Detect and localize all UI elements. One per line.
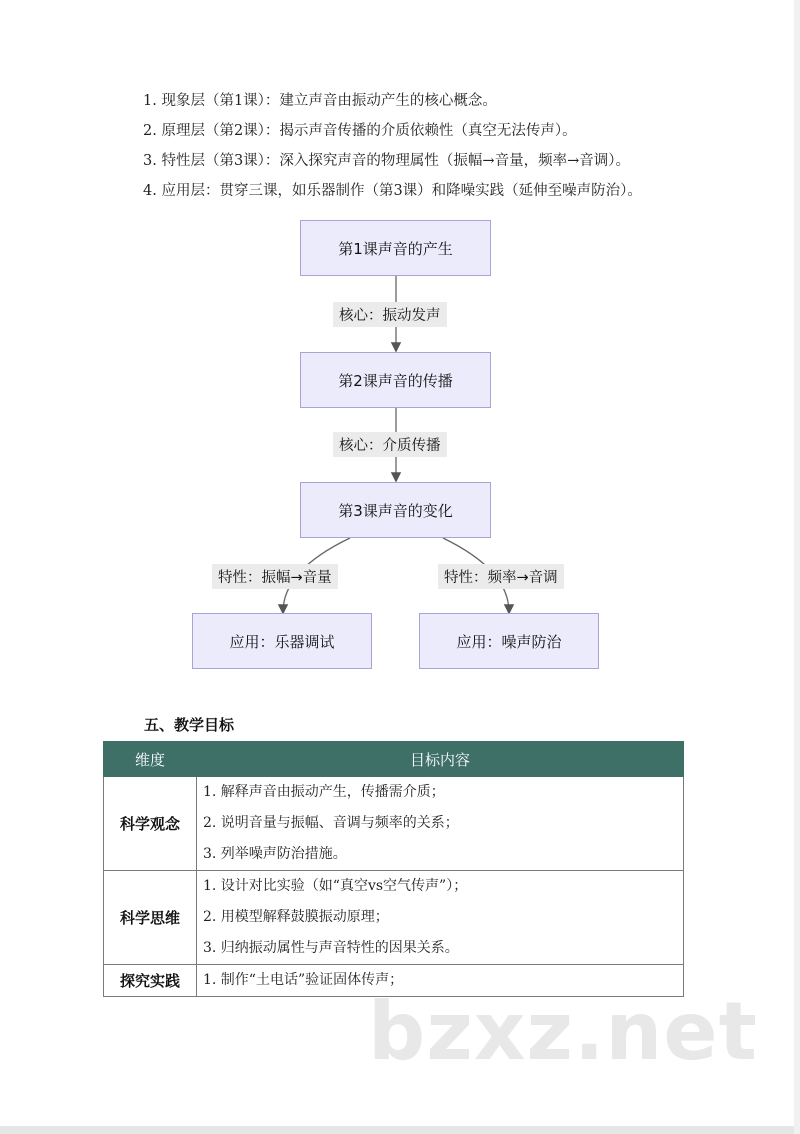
header-content: 目标内容 <box>197 742 684 777</box>
edge-label-trait-amplitude: 特性：振幅→音量 <box>212 564 338 589</box>
goal-item: 1. 设计对比实验（如“真空vs空气传声”）； <box>203 878 468 894</box>
edge-label-core-medium: 核心：介质传播 <box>333 432 447 457</box>
edge-label-core-vibration: 核心：振动发声 <box>333 302 447 327</box>
dimension-cell: 科学观念 <box>104 777 197 871</box>
content-cell <box>197 777 684 871</box>
list-item: 1. 现象层（第1课）：建立声音由振动产生的核心概念。 <box>143 93 497 109</box>
table-header-row <box>104 742 684 777</box>
edge-label-trait-frequency: 特性：频率→音调 <box>438 564 564 589</box>
node-lesson-2: 第2课声音的传播 <box>300 352 491 408</box>
goal-item: 2. 用模型解释鼓膜振动原理； <box>203 909 389 925</box>
goal-item: 3. 列举噪声防治措施。 <box>203 846 347 862</box>
node-lesson-1: 第1课声音的产生 <box>300 220 491 276</box>
list-item: 3. 特性层（第3课）：深入探究声音的物理属性（振幅→音量，频率→音调）。 <box>143 153 630 169</box>
goal-item: 1. 解释声音由振动产生，传播需介质； <box>203 784 445 800</box>
node-app-noise: 应用：噪声防治 <box>419 613 599 669</box>
node-app-instrument: 应用：乐器调试 <box>192 613 372 669</box>
goal-item: 1. 制作“土电话”验证固体传声； <box>203 972 404 988</box>
goals-table <box>103 741 684 997</box>
header-dimension: 维度 <box>104 742 197 777</box>
list-item: 4. 应用层：贯穿三课，如乐器制作（第3课）和降噪实践（延伸至噪声防治）。 <box>143 183 642 199</box>
watermark: bzxz.net <box>368 985 758 1078</box>
list-item: 2. 原理层（第2课）：揭示声音传播的介质依赖性（真空无法传声）。 <box>143 123 577 139</box>
node-lesson-3: 第3课声音的变化 <box>300 482 491 538</box>
dimension-cell: 科学思维 <box>104 871 197 965</box>
table-row <box>104 871 684 965</box>
dimension-cell: 探究实践 <box>104 965 197 997</box>
goal-item: 3. 归纳振动属性与声音特性的因果关系。 <box>203 940 459 956</box>
section-title: 五、教学目标 <box>144 716 235 734</box>
goal-item: 2. 说明音量与振幅、音调与频率的关系； <box>203 815 459 831</box>
content-cell <box>197 871 684 965</box>
table-row <box>104 777 684 871</box>
